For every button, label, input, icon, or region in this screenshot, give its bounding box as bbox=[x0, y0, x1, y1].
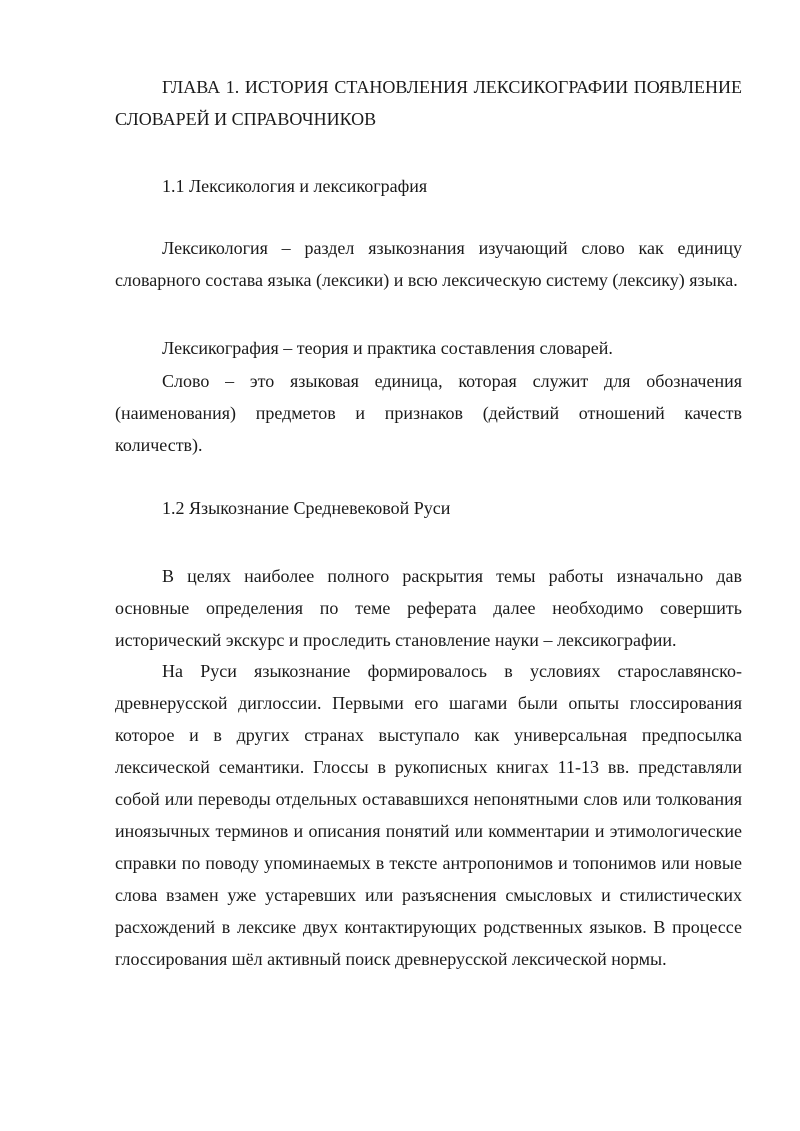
chapter-title: ГЛАВА 1. ИСТОРИЯ СТАНОВЛЕНИЯ ЛЕКСИКОГРАФИИ ПОЯВЛЕНИЕ СЛОВАРЕЙ И СПРАВОЧНИКОВ bbox=[115, 77, 742, 129]
paragraph-lexicology-definition: Лексикология – раздел языкознания изучающий слово как единицу словарного состава языка (лексики) и всю лексическую систему (лексику) языка. bbox=[115, 238, 742, 290]
section-heading-1-2: 1.2 Языкознание Средневековой Руси bbox=[162, 498, 451, 518]
paragraph-lexicography-definition: Лексикография – теория и практика составления словарей. bbox=[162, 338, 613, 358]
section-heading-1-1: 1.1 Лексикология и лексикография bbox=[162, 176, 428, 196]
paragraph-rus-linguistics: На Руси языкознание формировалось в условиях старославянско-древнерусской диглоссии. Первыми его шагами были опыты глоссирования которое и в других странах выступало как универсальная предпосылка лексической семантики. Глоссы в рукописных книгах 11-13 вв. представляли собой или переводы отдельных остававшихся непонятными слов или толкования иноязычных терминов и описания понятий или комментарии и этимологические справки по поводу упоминаемых в тексте антропонимов и топонимов или новые слова взамен уже устаревших или разъяснения смысловых и стилистических расхождений в лексике двух контактирующих родственных языков. В процессе глоссирования шёл активный поиск древнерусской лексической нормы. bbox=[115, 661, 742, 969]
paragraph-word-definition: Слово – это языковая единица, которая служит для обозначения (наименования) предметов и признаков (действий отношений качеств количеств). bbox=[115, 371, 742, 455]
paragraph-introduction: В целях наиболее полного раскрытия темы работы изначально дав основные определения по теме реферата далее необходимо совершить исторический экскурс и проследить становление науки – лексикографии. bbox=[115, 566, 742, 650]
